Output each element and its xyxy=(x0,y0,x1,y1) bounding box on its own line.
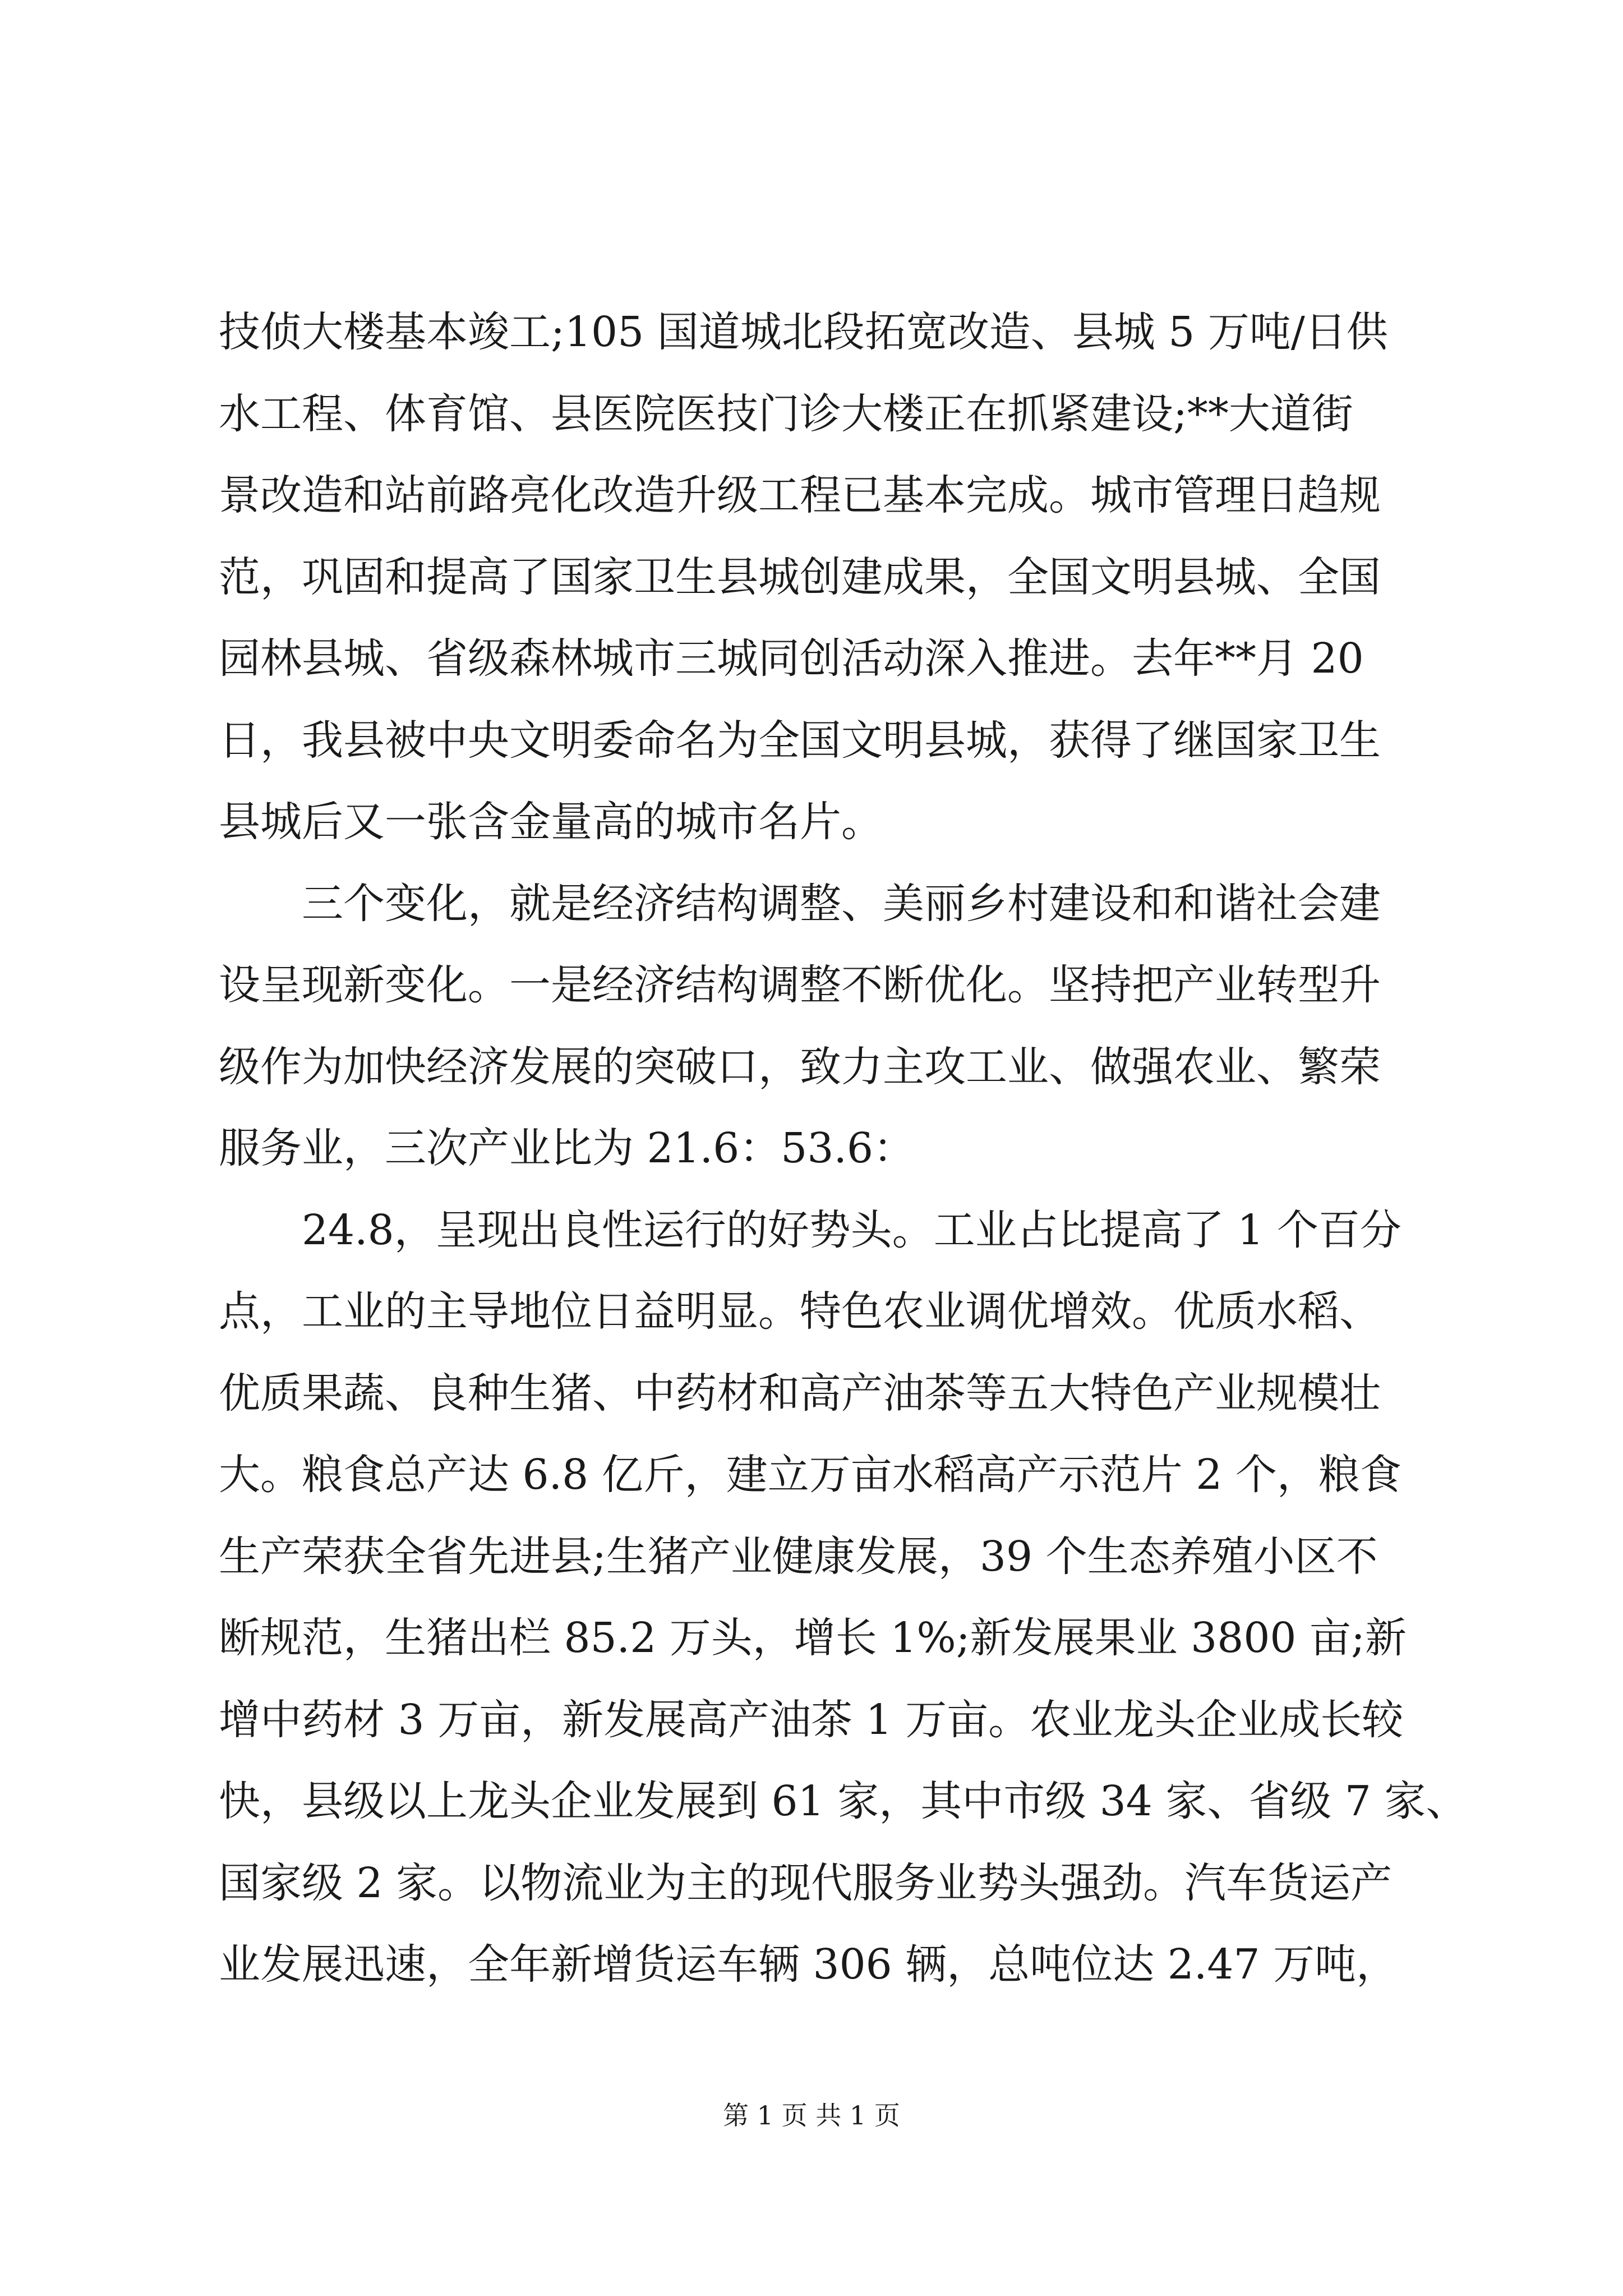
text-line: 业发展迅速，全年新增货运车辆 306 辆，总吨位达 2.47 万吨， xyxy=(219,1940,1398,1989)
text-line: 范，巩固和提高了国家卫生县城创建成果，全国文明县城、全国 xyxy=(219,553,1381,601)
paragraph xyxy=(219,292,1408,863)
text-line: 水工程、体育馆、县医院医技门诊大楼正在抓紧建设;**大道街 xyxy=(219,389,1353,438)
document-body xyxy=(219,292,1468,2006)
page-footer xyxy=(0,2095,1623,2132)
text-line: 级作为加快经济发展的突破口，致力主攻工业、做强农业、繁荣 xyxy=(219,1042,1381,1091)
text-line: 服务业，三次产业比为 21.6：53.6： xyxy=(219,1124,915,1172)
paragraph xyxy=(219,863,1408,1190)
text-line: 生产荣获全省先进县;生猪产业健康发展，39 个生态养殖小区不 xyxy=(219,1532,1378,1581)
text-line: 24.8，呈现出良性运行的好势头。工业占比提高了 1 个百分 xyxy=(302,1205,1401,1254)
text-line: 县城后又一张含金量高的城市名片。 xyxy=(219,798,883,846)
text-line: 设呈现新变化。一是经济结构调整不断优化。坚持把产业转型升 xyxy=(219,961,1381,1009)
text-line: 景改造和站前路亮化改造升级工程已基本完成。城市管理日趋规 xyxy=(219,471,1381,519)
text-line: 国家级 2 家。以物流业为主的现代服务业势头强劲。汽车货运产 xyxy=(219,1858,1393,1907)
text-line: 技侦大楼基本竣工;105 国道城北段拓宽改造、县城 5 万吨/日供 xyxy=(219,308,1388,356)
text-line: 点，工业的主导地位日益明显。特色农业调优增效。优质水稻、 xyxy=(219,1287,1381,1336)
text-line: 三个变化，就是经济结构调整、美丽乡村建设和和谐社会建 xyxy=(302,879,1381,928)
text-line: 断规范，生猪出栏 85.2 万头，增长 1%;新发展果业 3800 亩;新 xyxy=(219,1614,1407,1662)
text-line: 大。粮食总产达 6.8 亿斤，建立万亩水稻高产示范片 2 个，粮食 xyxy=(219,1451,1401,1499)
text-line: 增中药材 3 万亩，新发展高产油茶 1 万亩。农业龙头企业成长较 xyxy=(219,1695,1404,1744)
paragraph xyxy=(219,1190,1468,2006)
page-number-label: 第 1 页 共 1 页 xyxy=(723,2100,900,2131)
text-line: 园林县城、省级森林城市三城同创活动深入推进。去年**月 20 xyxy=(219,634,1364,683)
text-line: 日，我县被中央文明委命名为全国文明县城，获得了继国家卫生 xyxy=(219,716,1381,765)
text-line: 快，县级以上龙头企业发展到 61 家，其中市级 34 家、省级 7 家、 xyxy=(219,1777,1468,1825)
text-line: 优质果蔬、良种生猪、中药材和高产油茶等五大特色产业规模壮 xyxy=(219,1369,1381,1418)
